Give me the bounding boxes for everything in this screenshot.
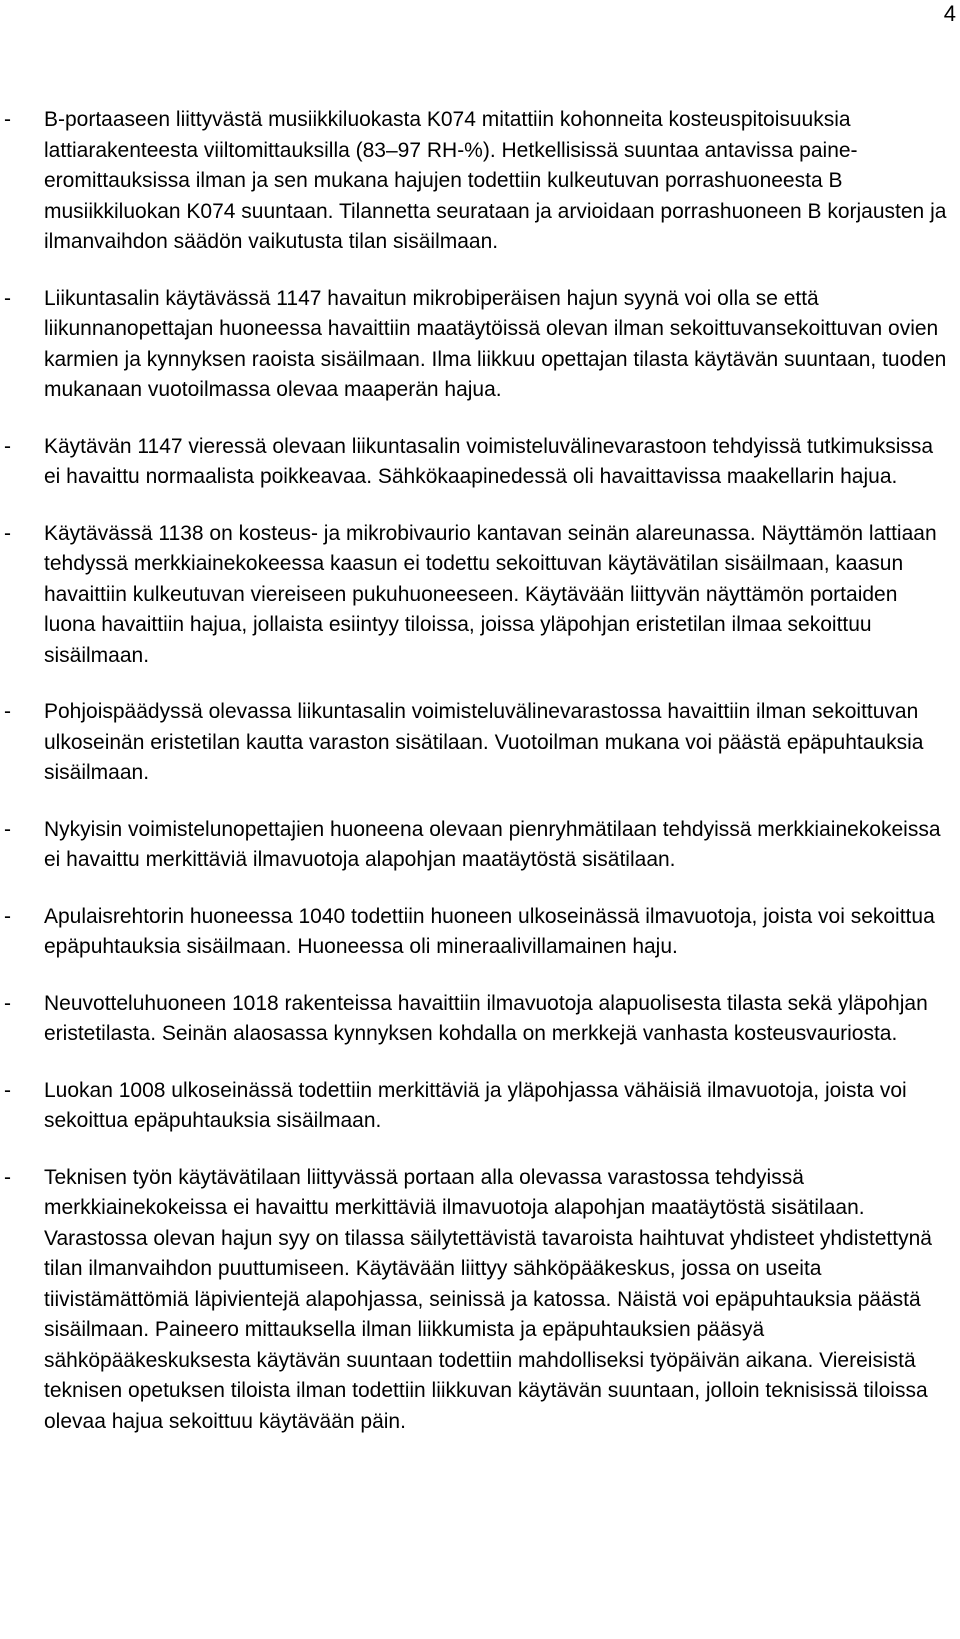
bullet-dash: - xyxy=(4,286,11,310)
page-number: 4 xyxy=(943,1,956,26)
list-item xyxy=(4,1076,954,1137)
list-item xyxy=(4,519,954,672)
list-item-text: Apulaisrehtorin huoneessa 1040 todettiin huoneen ulkoseinässä ilmavuotoja, joista voi sekoittua epäpuhtauksia sisäilmaan. Huoneessa oli mineraalivillamainen haju. xyxy=(44,904,935,958)
list-item xyxy=(4,1163,954,1438)
bullet-dash: - xyxy=(4,700,11,723)
list-item-text: Nykyisin voimistelunopettajien huoneena olevaan pienryhmätilaan tehdyissä merkkiainekokeissa ei havaittu merkittäviä ilmavuotoja alapohjan maatäytöstä sisätilaan. xyxy=(44,817,941,871)
list-item xyxy=(4,815,954,876)
bullet-dash: - xyxy=(4,1165,11,1189)
bullet-dash: - xyxy=(4,817,11,841)
list-item xyxy=(4,697,954,789)
bullet-dash: - xyxy=(4,108,11,131)
list-item-text: B-portaaseen liittyvästä musiikkiluokasta K074 mitattiin kohonneita kosteuspitoisuuksia lattiarakenteesta viiltomittauksilla (83–97 RH-%). Hetkellisissä suuntaa antavissa paine-eromittauksissa ilman ja sen mukana hajujen todettiin kulkeutuvan porrashuoneesta B musiikkiluokan K074 suuntaan. Tilannetta seurataan ja arvioidaan porrashuoneen B korjausten ja ilmanvaihdon säädön vaikutusta tilan sisäilmaan. xyxy=(44,108,947,253)
bullet-dash: - xyxy=(4,1078,11,1102)
list-item-text: Luokan 1008 ulkoseinässä todettiin merkittäviä ja yläpohjassa vähäisiä ilmavuotoja, joista voi sekoittua epäpuhtauksia sisäilmaan. xyxy=(44,1078,907,1132)
list-item-text: Teknisen työn käytävätilaan liittyvässä portaan alla olevassa varastossa tehdyissä merkkiainekokeissa ei havaittu merkittäviä ilmavuotoja alapohjan maatäytöstä sisätilaan. Varastossa olevan hajun syy on tilassa säilytettävistä tavaroista haihtuvat yhdisteet yhdistettynä tilan ilmanvaihdon puuttumiseen. Käytävään liittyy sähköpääkeskus, jossa on useita tiivistämättömiä läpivientejä alapohjassa, seinissä ja katossa. Näistä voi epäpuhtauksia päästä sisäilmaan. Paineero mittauksella ilman liikkumista ja epäpuhtauksien pääsyä sähköpääkeskuksesta käytävän suuntaan todettiin mahdolliseksi työpäivän aikana. Viereisistä teknisen opetuksen tiloista ilman todettiin liikkuvan käytävän suuntaan, jolloin teknisissä tiloissa olevaa hajua sekoittuu käytävään päin. xyxy=(44,1165,932,1433)
list-item-text: Käytävän 1147 vieressä olevaan liikuntasalin voimisteluvälinevarastoon tehdyissä tutkimuksissa ei havaittu normaalista poikkeavaa. Sähkökaapinedessä oli havaittavissa maakellarin hajua. xyxy=(44,434,934,488)
bullet-dash: - xyxy=(4,904,11,928)
list-item xyxy=(4,989,954,1050)
list-item-text: Pohjoispäädyssä olevassa liikuntasalin voimisteluvälinevarastossa havaittiin ilman sekoittuvan ulkoseinän eristetilan kautta varaston sisätilaan. Vuotoilman mukana voi päästä epäpuhtauksia sisäilmaan. xyxy=(44,700,924,784)
list-item xyxy=(4,284,954,406)
list-item-text: Liikuntasalin käytävässä 1147 havaitun mikrobiperäisen hajun syynä voi olla se että liikunnanopettajan huoneessa havaittiin maatäytöissä olevan ilman sekoittuvansekoittuvan ovien karmien ja kynnyksen raoista sisäilmaan. Ilma liikkuu opettajan tilasta käytävän suuntaan, tuoden mukanaan vuotoilmassa olevaa maaperän hajua. xyxy=(44,286,947,401)
bullet-dash: - xyxy=(4,991,11,1015)
list-item xyxy=(4,105,954,258)
list-item-text: Käytävässä 1138 on kosteus- ja mikrobivaurio kantavan seinän alareunassa. Näyttämön lattiaan tehdyssä merkkiainekokeessa kaasun ei todettu sekoittuvan käytävätilan sisäilmaan, kaasun havaittiin kulkeutuvan viereiseen pukuhuoneeseen. Käytävään liittyvän näyttämön portaiden luona havaittiin hajua, jollaista esiintyy tiloissa, joissa yläpohjan eristetilan ilmaa sekoittuu sisäilmaan. xyxy=(44,521,937,667)
bullet-dash: - xyxy=(4,434,11,458)
list-item-text: Neuvotteluhuoneen 1018 rakenteissa havaittiin ilmavuotoja alapuolisesta tilasta sekä yläpohjan eristetilasta. Seinän alaosassa kynnyksen kohdalla on merkkejä vanhasta kosteusvauriosta. xyxy=(44,991,928,1045)
list-item xyxy=(4,902,954,963)
findings-list xyxy=(4,105,954,1463)
bullet-dash: - xyxy=(4,521,11,545)
list-item xyxy=(4,432,954,493)
